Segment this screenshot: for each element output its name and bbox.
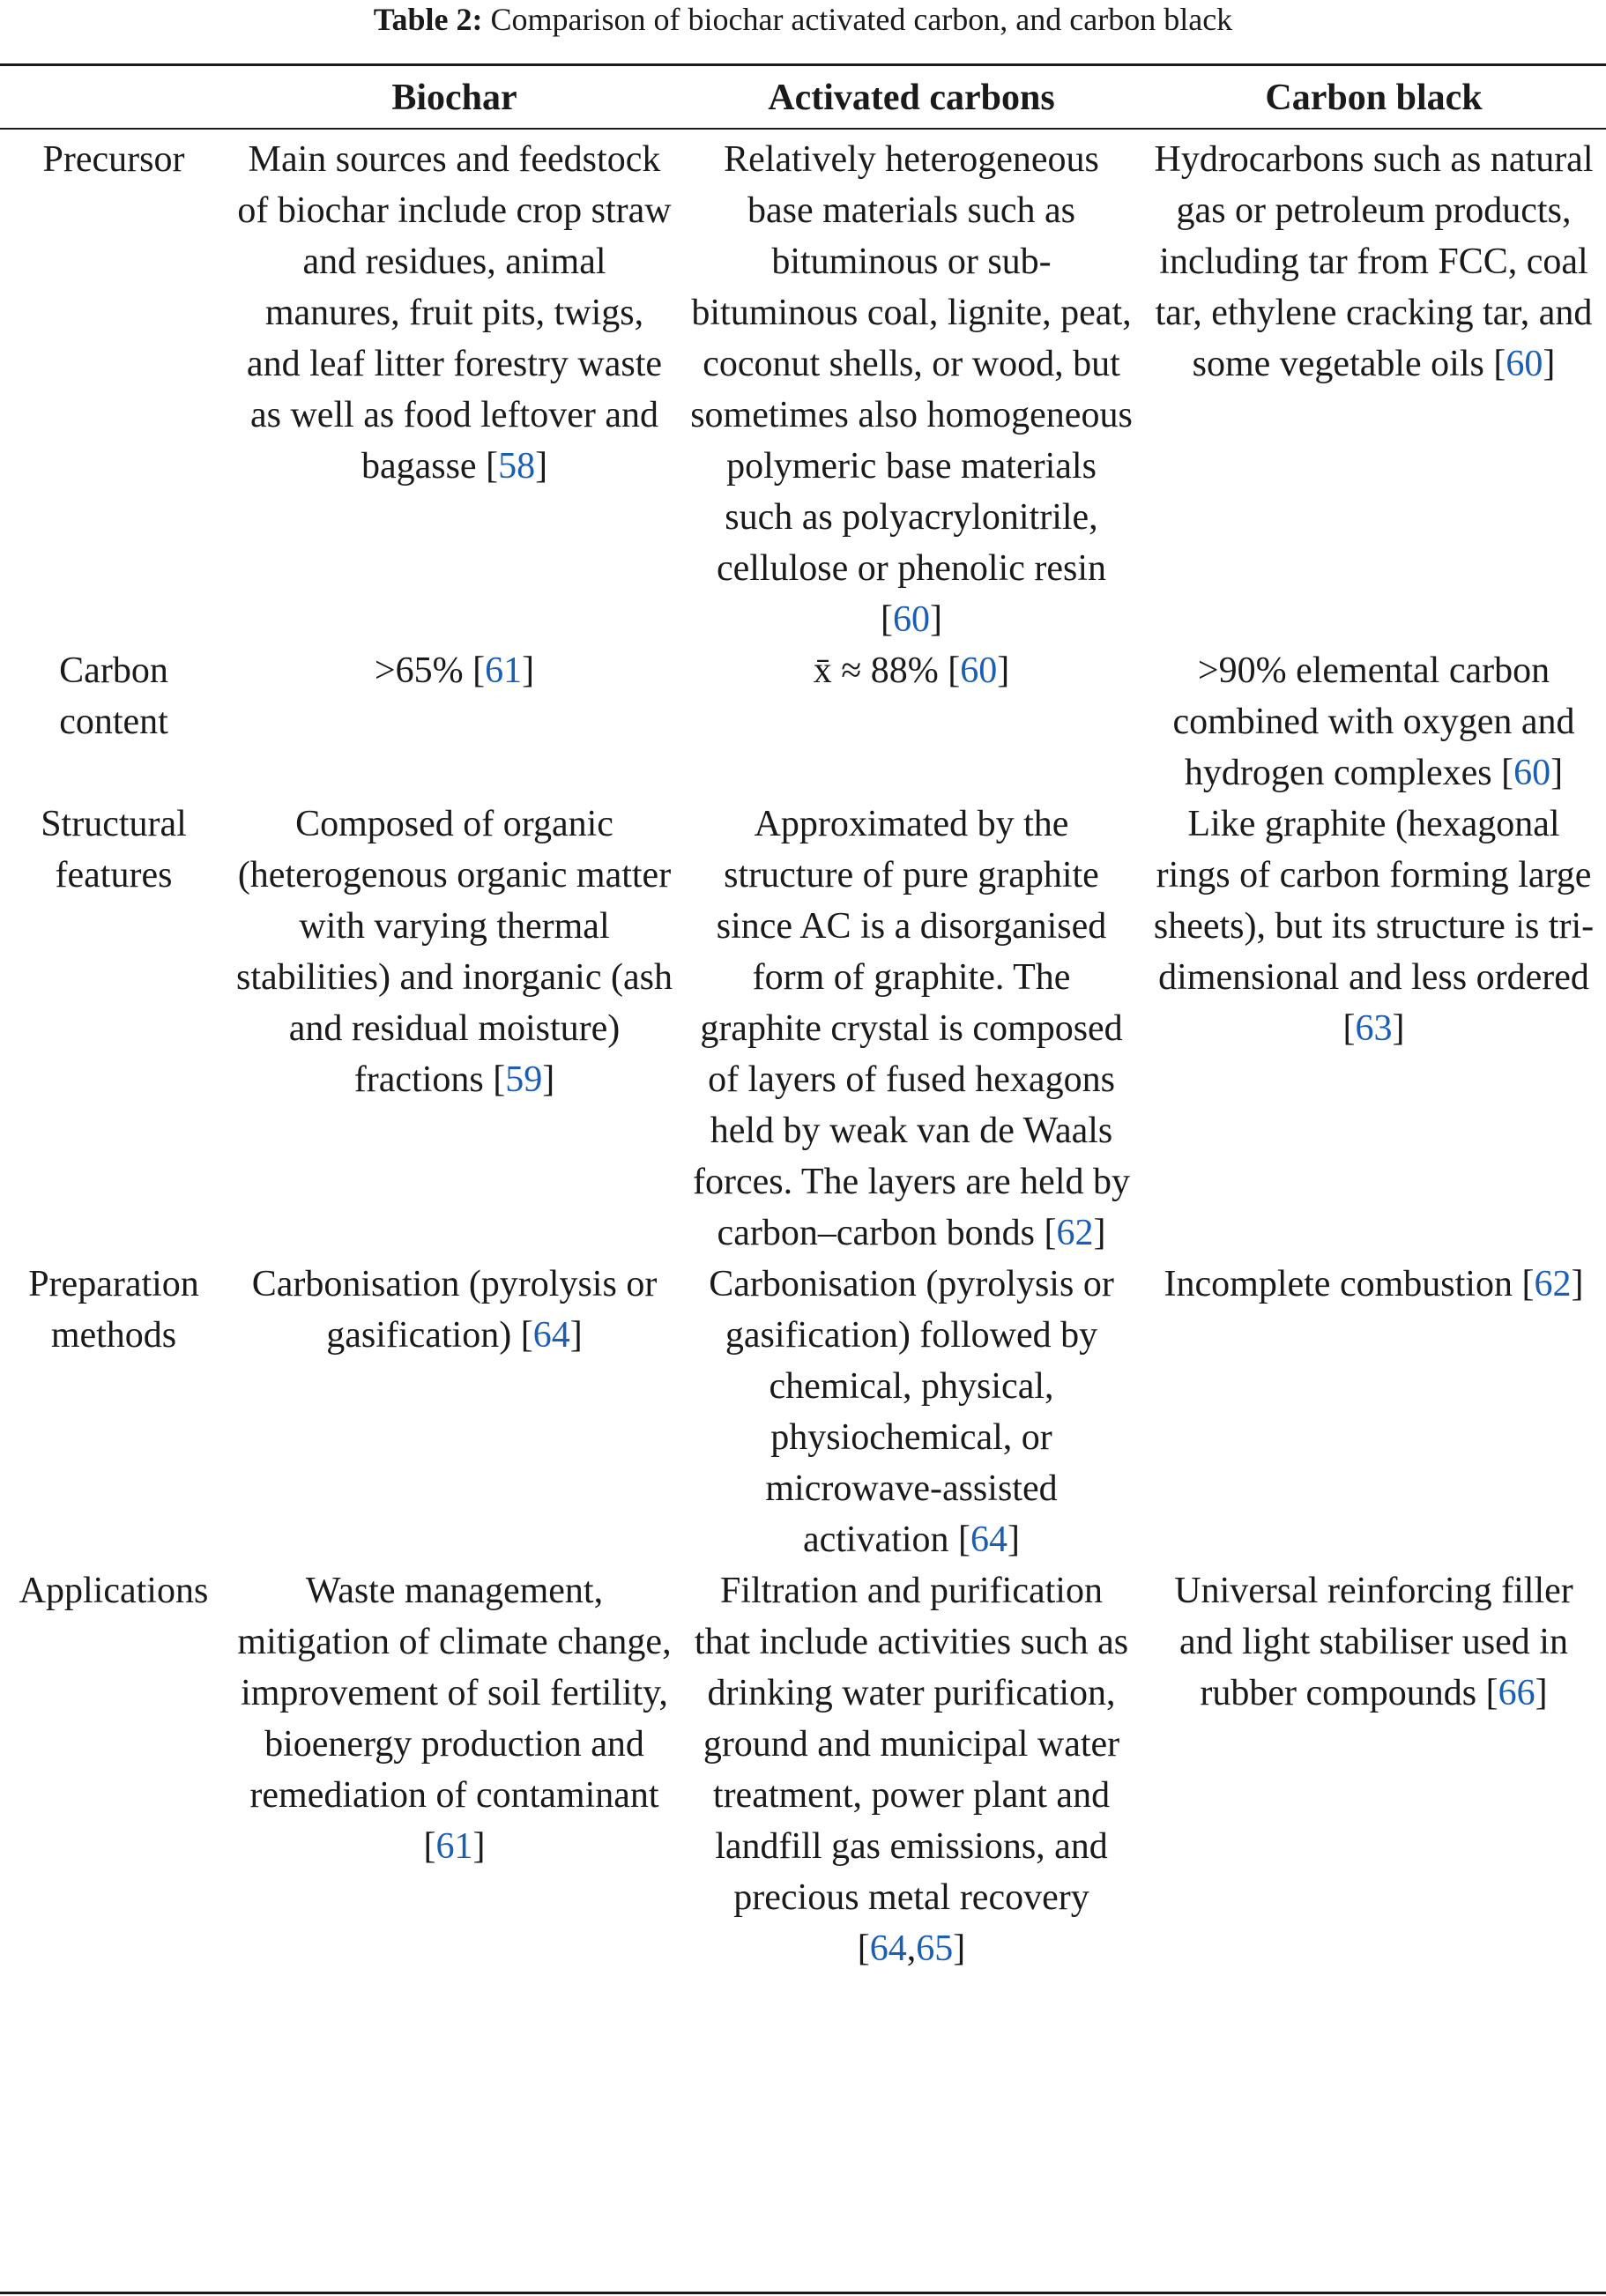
cell-text: Carbonisation (pyrolysis or gasification) followed by chemical, physical, physiochemical, or microwave-assisted activation <box>709 1264 1114 1560</box>
header-carbon-black: Carbon black <box>1265 78 1483 118</box>
citation-link[interactable]: 64 <box>869 1928 907 1969</box>
cell-text: Universal reinforcing filler and light stabiliser used in rubber compounds <box>1174 1571 1573 1713</box>
cell-text: x̄ ≈ 88% <box>813 650 948 691</box>
cell-text: Main sources and feedstock of biochar include crop straw and residues, animal manures, fruit pits, twigs, and leaf litter forestry waste as well as food leftover and bagasse <box>237 139 672 487</box>
cell-text: Incomplete combustion <box>1164 1264 1522 1304</box>
cell-carbon-content-activated-carbons: x̄ ≈ 88% [60] <box>813 650 1010 691</box>
citation-link[interactable]: 60 <box>960 650 998 691</box>
cell-precursor-biochar: Main sources and feedstock of biochar include crop straw and residues, animal manures, fruit pits, twigs, and leaf litter forestry waste as well as food leftover and bagasse [58] <box>237 139 672 487</box>
cell-carbon-content-carbon-black: >90% elemental carbon combined with oxygen and hydrogen complexes [60] <box>1172 650 1575 793</box>
cell-text: >90% elemental carbon combined with oxygen and hydrogen complexes <box>1172 650 1575 793</box>
bottom-rule <box>0 2292 1606 2294</box>
citation-link[interactable]: 60 <box>1513 753 1551 793</box>
cell-carbon-content-biochar: >65% [61] <box>374 650 535 691</box>
cell-text: Filtration and purification that include activities such as drinking water purification, ground and municipal water treatment, power plant and landfill gas emissions, and precious metal recovery <box>694 1571 1129 1918</box>
cell-text: Approximated by the structure of pure graphite since AC is a disorganised form of graphite. The graphite crystal is composed of layers of fused hexagons held by weak van de Waals forces. The layers are held by carbon–carbon bonds <box>692 804 1130 1253</box>
header-rule <box>0 128 1606 130</box>
table-row <box>0 799 1606 1259</box>
comparison-table <box>0 69 1606 1974</box>
header-corner <box>0 69 227 134</box>
table-row <box>0 1565 1606 1974</box>
citation-link[interactable]: 64 <box>970 1520 1008 1560</box>
citation-link[interactable]: 61 <box>485 650 523 691</box>
cell-text: Hydrocarbons such as natural gas or petroleum products, including tar from FCC, coal tar, ethylene cracking tar, and some vegetable oils <box>1154 139 1594 384</box>
table-body <box>0 134 1606 1974</box>
header-row <box>0 69 1606 134</box>
cell-text: Waste management, mitigation of climate change, improvement of soil fertility, bioenergy production and remediation of contaminant <box>237 1571 672 1816</box>
cell-text: Carbonisation (pyrolysis or gasification) <box>251 1264 658 1356</box>
cell-structural-features-carbon-black: Like graphite (hexagonal rings of carbon forming large sheets), but its structure is tri-dimensional and less ordered [63] <box>1153 804 1595 1049</box>
citation-link[interactable]: 65 <box>916 1928 954 1969</box>
cell-structural-features-activated-carbons: Approximated by the structure of pure graphite since AC is a disorganised form of graphite. The graphite crystal is composed of layers of fused hexagons held by weak van de Waals forces. The layers are held by carbon–carbon bonds [62] <box>692 804 1130 1253</box>
row-head-preparation-methods: Preparation methods <box>28 1264 199 1356</box>
cell-applications-biochar: Waste management, mitigation of climate change, improvement of soil fertility, bioenergy production and remediation of contaminant [61] <box>237 1571 672 1867</box>
caption-label: Table 2: <box>373 2 483 37</box>
citation-link[interactable]: 58 <box>498 446 536 487</box>
cell-text: Relatively heterogeneous base materials such as bituminous or sub-bituminous coal, lignite, peat, coconut shells, or wood, but sometimes also homogeneous polymeric base materials such as polyacrylonitrile, cellulose or phenolic resin <box>690 139 1133 589</box>
cell-preparation-methods-carbon-black: Incomplete combustion [62] <box>1164 1264 1584 1304</box>
cell-text: Like graphite (hexagonal rings of carbon forming large sheets), but its structure is tri-dimensional and less ordered <box>1153 804 1595 998</box>
row-head-structural-features: Structural features <box>41 804 187 895</box>
citation-link[interactable]: 62 <box>1056 1213 1094 1253</box>
cell-text: >65% <box>374 650 473 691</box>
cell-applications-activated-carbons: Filtration and purification that include activities such as drinking water purification, ground and municipal water treatment, power plant and landfill gas emissions, and precious metal recovery [64,65] <box>694 1571 1129 1969</box>
cell-text: Composed of organic (heterogenous organic matter with varying thermal stabilities) and inorganic (ash and residual moisture) fractions <box>236 804 673 1100</box>
row-head-carbon-content: Carbon content <box>59 650 168 742</box>
cell-precursor-carbon-black: Hydrocarbons such as natural gas or petroleum products, including tar from FCC, coal tar, ethylene cracking tar, and some vegetable oils [60] <box>1154 139 1594 384</box>
cell-preparation-methods-biochar: Carbonisation (pyrolysis or gasification) [64] <box>251 1264 658 1356</box>
header-activated-carbons: Activated carbons <box>768 78 1055 118</box>
citation-link[interactable]: 64 <box>532 1315 570 1356</box>
row-head-applications: Applications <box>19 1571 209 1611</box>
cell-applications-carbon-black: Universal reinforcing filler and light stabiliser used in rubber compounds [66] <box>1174 1571 1573 1713</box>
citation-link[interactable]: 61 <box>435 1826 473 1867</box>
table-row <box>0 134 1606 645</box>
cell-preparation-methods-activated-carbons: Carbonisation (pyrolysis or gasification) followed by chemical, physical, physiochemical, or microwave-assisted activation [64] <box>709 1264 1114 1560</box>
cell-precursor-activated-carbons: Relatively heterogeneous base materials such as bituminous or sub-bituminous coal, lignite, peat, coconut shells, or wood, but sometimes also homogeneous polymeric base materials such as polyacrylonitrile, cellulose or phenolic resin [60] <box>690 139 1133 640</box>
cell-structural-features-biochar: Composed of organic (heterogenous organic matter with varying thermal stabilities) and inorganic (ash and residual moisture) fractions [59] <box>236 804 673 1100</box>
caption-text: Comparison of biochar activated carbon, and carbon black <box>482 2 1233 37</box>
row-head-precursor: Precursor <box>42 139 185 180</box>
citation-link[interactable]: 60 <box>1506 344 1543 384</box>
citation-link[interactable]: 62 <box>1534 1264 1572 1304</box>
citation-link[interactable]: 60 <box>893 599 930 640</box>
citation-link[interactable]: 63 <box>1355 1008 1393 1049</box>
citation-link[interactable]: 59 <box>505 1059 543 1100</box>
table-row <box>0 1259 1606 1565</box>
top-rule <box>0 63 1606 66</box>
citation-link[interactable]: 66 <box>1498 1673 1535 1713</box>
table-caption <box>0 0 1606 37</box>
header-biochar: Biochar <box>391 78 517 118</box>
table-row <box>0 645 1606 799</box>
